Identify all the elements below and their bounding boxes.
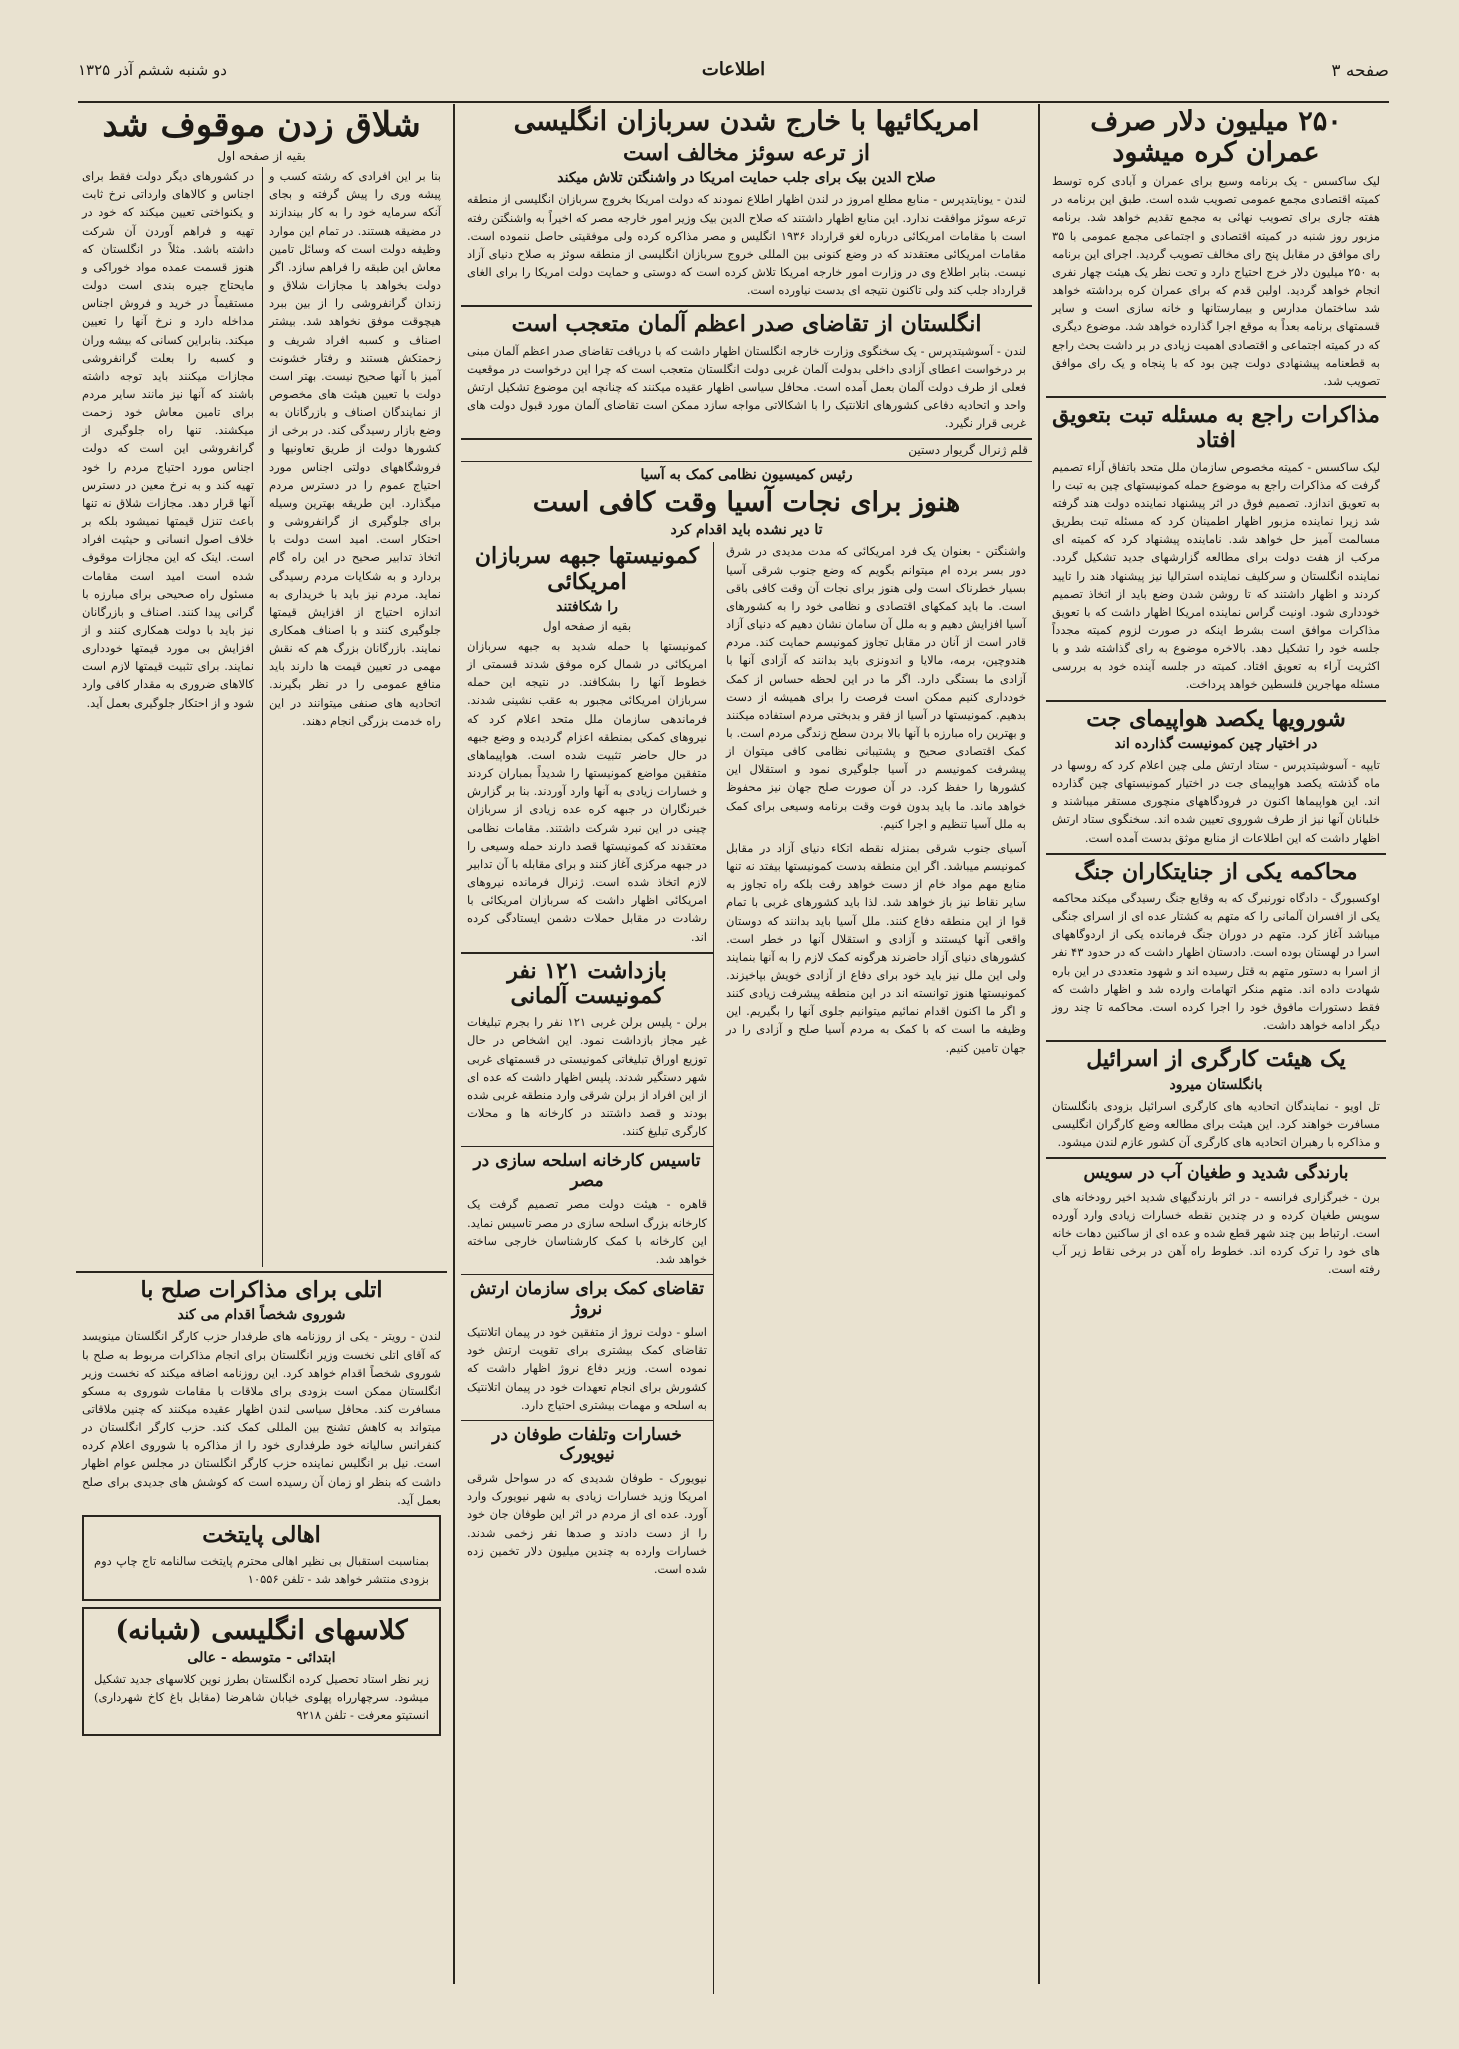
headline: امریکائیها با خارج شدن سربازان انگلیسی <box>513 106 980 137</box>
article-body: اوکسبورگ - دادگاه نورنبرگ که به وقایع جنگ رسیدگی میکند محاکمه یکی از افسران آلمانی را که متهم به کشتار عده ای از اسرای جنگی میباشد آغاز کرد. متهم در دوران جنگ فرمانده یکی از اردوگاههای اسرا در لهستان بوده است. دادستان اظهار داشت که در حدود ۴۳ نفر از اسرا به دستور متهم به قتل رسیده اند و شهود متعددی در این باره شهادت داده اند. متهم منکر اتهامات وارده شد و اظهار داشت که فقط دستورات مافوق خود را اجرا کرده است. محاکمه تا چند روز دیگر ادامه خواهد داشت. <box>1052 890 1380 1033</box>
body-col-right <box>263 167 447 1267</box>
article-body: لندن - یونایتدپرس - منابع مطلع امروز در لندن اظهار اطلاع نمودند که دولت امریکا بخروج سربازان انگلیسی از منطقه ترعه سوئز موافقت ندارد. این منابع اظهار داشتند که صلاح الدین بیک وزیر امور خارجه مصر که اخیراً به واشنگتن رفته است با مقامات امریکائی درباره لغو قرارداد ۱۹۳۶ انگلیس و مصر مذاکره کرده ولی موفقیتی حاصل ننموده است. مقامات امریکائی معتقدند که در وضع کنونی بین المللی خروج سربازان انگلیسی از منطقه سوئز به صلاح دنیای آزاد نیست. بنابر اطلاع وی در وزارت امور خارجه امریکا تلاش کرده است که دوستی و حمایت دولت امریکا را برای الغای قرارداد جلب کند ولی تاکنون نتیجه ای بدست نیاورده است. <box>467 192 1026 298</box>
right-column <box>1046 104 1386 1994</box>
ad-subheadline: ابتدائی - متوسطه - عالی <box>187 1649 336 1666</box>
article-israel-labor-delegation <box>1046 1040 1386 1151</box>
headline: تاسیس کارخانه اسلحه سازی در مصر <box>473 1151 701 1191</box>
article-asia-feature <box>461 461 1032 538</box>
body-col-left <box>76 167 260 1267</box>
issue-date: دو شنبه ششم آذر ۱۳۲۵ <box>78 61 227 79</box>
article-body: تل اویو - نمایندگان اتحادیه های کارگری اسرائیل بزودی بانگلستان مسافرت خواهند کرد. این هیئت برای مطالعه وضع کارگران انگلیسی و مذاکره با رهبران اتحادیه های کارگری آن کشور عازم لندن میشود. <box>1052 1098 1380 1149</box>
inner-divider <box>713 542 714 1994</box>
article-berlin-arrests <box>461 952 713 1141</box>
subheadline: را شکافتند <box>556 599 618 615</box>
center-lower-left <box>461 542 713 1994</box>
article-body: قاهره - هیئت دولت مصر تصمیم گرفت یک کارخانه بزرگ اسلحه سازی در مصر تاسیس نماید. این کارخانه با کمک کارشناسان خارجی ساخته خواهد شد. <box>467 1197 707 1266</box>
article-norway-army <box>461 1274 713 1414</box>
ad-body: زیر نظر استاد تحصیل کرده انگلستان بطرز نوین کلاسهای جدید تشکیل میشود. سرچهارراه پهلوی خیابان شاهرضا (مقابل باغ کاخ شهرداری) انستیتو معرفت - تلفن ۹۲۱۸ <box>94 1671 429 1722</box>
headline: بارندگی شدید و طغیان آب در سویس <box>1083 1162 1349 1183</box>
article-attlee-peace-talks <box>76 1271 447 1509</box>
headline: مذاکرات راجع به مسئله تبت بتعویق افتاد <box>1052 401 1380 454</box>
kicker: رئیس کمیسیون نظامی کمک به آسیا <box>640 467 853 484</box>
article-tibet-talks <box>1046 396 1386 694</box>
article-body: اسلو - دولت نروژ از متفقین خود در پیمان اتلانتیک تقاضای کمک بیشتری برای تقویت ارتش خود نموده است. وزیر دفاع نروژ اظهار داشت که کشورش برای انجام تعهدات خود در پیمان اتلانتیک به اسلحه و مهمات بیشتری احتیاج دارد. <box>467 1325 707 1412</box>
article-body: بنا بر این افرادی که رشته کسب و پیشه وری را پیش گرفته و بجای آنکه سرمایه خود را به کار بیندازند در مضیقه هستند. در تمام این موارد وظیفه دولت است که وسائل تامین معاش این طبقه را فراهم سازد. اگر دولت بخواهد با مجازات شلاق و زندان گرانفروشی را از بین ببرد هیچوقت موفق نخواهد شد. بیشتر اصناف و کسبه افراد شریف و زحمتکش هستند و رفتار خشونت آمیز با آنها صحیح نیست. بهتر است دولت با تعیین هیئت های مخصوص از نمایندگان اصناف و بازرگانان به وضع بازار رسیدگی کند. در برخی از کشورها دولت از طریق تعاونیها و فروشگاههای دولتی اجناس مورد احتیاج عموم را در دسترس مردم میگذارد. این طریقه بهترین وسیله برای جلوگیری از گرانفروشی و احتکار است. امید است دولت با اتخاذ تدابیر صحیح در این راه گام بردارد و به شکایات مردم رسیدگی نماید. مردم نیز باید با خریداری به اندازه احتیاج از افزایش قیمتها جلوگیری کنند و با اصناف همکاری نمایند. بازرگانان بزرگ هم که نقش مهمی در تعیین قیمت ها دارند باید منافع عمومی را در نظر بگیرند. اتحادیه های صنفی میتوانند در این راه خدمت بزرگی انجام دهند. <box>269 169 441 728</box>
ad-capital-residents <box>82 1515 441 1601</box>
two-col-body <box>76 167 447 1267</box>
left-column <box>76 104 447 1994</box>
article-suez <box>461 106 1032 299</box>
article-body: برلن - پلیس برلن غربی ۱۲۱ نفر را بجرم تبلیغات غیر مجاز بازداشت نمود. این اشخاص در حال توزیع اوراق تبلیغاتی کمونیستی در قسمتهای غربی شهر دستگیر شدند. پلیس اظهار داشت که عده ای از این افراد از برلن شرقی وارد منطقه غربی شده بودند و قصد داشتند در کارخانه ها و محلات کارگری تبلیغ کنند. <box>467 1015 707 1139</box>
headline: خسارات وتلفات طوفان در نیویورک <box>492 1424 682 1465</box>
article-body: تایپه - آسوشیتدپرس - ستاد ارتش ملی چین اعلام کرد که روسها در ماه گذشته یکصد هواپیمای جت در اختیار کمونیستهای چین گذارده اند. این هواپیماها اکنون در فرودگاههای منچوری مستقر میباشند و خلبانان آنها نیز از طرف شوروی تعیین شده اند. سخنگوی ستاد ارتش اظهار داشت که این اطلاعات از منابع موثق بدست آمده است. <box>1052 757 1380 845</box>
newspaper-name: اطلاعات <box>701 59 766 80</box>
feature-body-continued: آسیای جنوب شرقی بمنزله نقطه اتکاء دنیای آزاد در مقابل کمونیسم میباشد. اگر این منطقه بدست کمونیستها بیفتد نه تنها منابع مهم مواد خام از دست خواهد رفت بلکه راه تجاوز به سایر نقاط نیز باز خواهد شد. لذا باید کشورهای غربی با تمام قوا از این منطقه دفاع کنند. ملل آسیا باید بدانند که دوستان واقعی آنها کیستند و آزادی و استقلال آنها در خطر است. کشورهای دنیای آزاد حاضرند هرگونه کمک لازم را به آنها بنمایند ولی این ملل نیز باید خود برای دفاع از آزادی خویش بپاخیزند. کمونیستها هنوز توانسته اند در این منطقه پیشرفت زیادی کنند و اگر ما اکنون اقدام نمائیم میتوانیم جلوی آنها را بگیریم. این وظیفه ما است که با کمک به مردم آسیا صلح و آزادی را در جهان تامین کنیم. <box>726 840 1026 1055</box>
masthead <box>78 55 1389 103</box>
center-lower-split <box>461 542 1032 1994</box>
article-body: کمونیستها با حمله شدید به جبهه سربازان امریکائی در شمال کره موفق شدند قسمتی از خطوط آنها را بشکافند. در نتیجه این حمله سربازان امریکائی مجبور به عقب نشینی شدند. فرماندهی سازمان ملل متحد اعلام کرد که نیروهای کمکی بمنطقه اعزام گردیده و وضع جبهه در حال حاضر تثبیت شده است. هواپیماهای متفقین مواضع کمونیستها را شدیداً بمباران کردند و خسارات زیادی به آنها وارد آوردند. بنا بر گزارش خبرنگاران در جبهه کره عده زیادی از سربازان چینی در این نبرد شرکت داشتند. مقامات نظامی معتقدند که کمونیستها قصد دارند حمله وسیعی را در جبهه مرکزی آغاز کنند و برای مقابله با آن تدابیر لازم اتخاذ شده است. ژنرال فرمانده نیروهای امریکائی اظهار داشت که سربازان امریکائی با رشادت در مقابل حملات دشمن ایستادگی کرده اند. <box>467 639 707 944</box>
kicker: بقیه از صفحه اول <box>217 149 306 164</box>
article-body: لندن - رویتر - یکی از روزنامه های طرفدار حزب کارگر انگلستان مینویسد که آقای اتلی نخست وزیر انگلستان برای انجام مذاکرات مربوط به صلح با شوروی شخصاً اقدام خواهد کرد. این روزنامه اضافه میکند که نخست وزیر انگلستان ممکن است بزودی برای ملاقات با مقامات شوروی به مسکو مسافرت کند. محافل سیاسی لندن اظهار عقیده میکنند که چنین ملاقاتی میتواند به کاهش تشنج بین المللی کمک کند. حزب کارگر انگلستان در کنفرانس سالیانه خود طرفداری خود را از مذاکره با شوروی اعلام کرده است. نیل بر انگلیس نماینده حزب کارگر انگلستان در مجلس عوام اظهار داشت که بنظر او زمان آن رسیده است که کوشش های جدیدی برای صلح بعمل آید. <box>82 1329 441 1507</box>
article-body: در کشورهای دیگر دولت فقط برای اجناس و کالاهای وارداتی نرخ ثابت و یکنواختی تعیین میکند که خود در تهیه و فراهم آوردن آن شرکت داشته باشد. مثلاً در انگلستان که هنوز قسمت عمده مواد خوراکی و مایحتاج جیره بندی است دولت مستقیماً در خرید و فروش اجناس مداخله دارد و نرخ آنها را تعیین میکند. بنابراین کسانی که بیشه وران و کسبه را بعلت گرانفروشی مجازات میکنند باید توجه داشته باشند که آنها نیز مانند سایر مردم برای تامین معاش خود زحمت میکشند. تنها راه جلوگیری از گرانفروشی این است که دولت اجناس مورد احتیاج مردم را خود تهیه کند و به نرخ معین در دسترس آنها قرار دهد. مجازات شلاق نه تنها باعث تنزل قیمتها نمیشود بلکه بر خلاف اصول انسانی و حیثیت افراد است. اینک که این مجازات موقوف شده است امید است مقامات مسئول راه صحیحی برای مبارزه با گرانی پیدا کنند. اصناف و بازرگانان نیز باید با دولت همکاری کنند و از افزایش بی مورد قیمتها خودداری نمایند. برای تثبیت قیمتها لازم است کالاهای ضروری به مقدار کافی وارد شود و از احتکار جلوگیری بعمل آید. <box>82 169 254 710</box>
headline: هنوز برای نجات آسیا وقت کافی است <box>532 487 961 519</box>
byline-bar <box>461 438 1032 457</box>
column-divider-left <box>453 104 455 1984</box>
article-soviet-jets <box>1046 700 1386 847</box>
article-korea-reconstruction <box>1046 106 1386 390</box>
subheadline: از ترعه سوئز مخالف است <box>623 140 870 167</box>
article-korea-front <box>461 544 713 945</box>
article-germany-chancellor <box>461 305 1032 432</box>
kicker: بقیه از صفحه اول <box>542 619 632 633</box>
headline: اتلی برای مذاکرات صلح با <box>140 1277 383 1304</box>
page-number: صفحه ۳ <box>1331 61 1389 81</box>
subheadline: در اختیار چین کمونیست گذارده اند <box>1114 735 1318 752</box>
feature-body: واشنگتن - بعنوان یک فرد امریکائی که مدت مدیدی در شرق دور بسر برده ام میتوانم بگویم که وضع جنوب شرقی آسیا بسیار خطرناک است ولی هنوز برای نجات آن وقت کافی باقی است. ما باید کمکهای اقتصادی و نظامی خود را به کشورهای آسیا افزایش دهیم و به ملل آن سامان نشان دهیم که دنیای آزاد قادر است از آنان در مقابل تجاوز کمونیسم حمایت کند. مردم هندوچین، برمه، مالایا و اندونزی باید بدانند که آزادی آنها با آزادی ما بستگی دارد. اگر ما در این لحظه حساس از کمک خودداری کنیم ممکن است فرصت را برای همیشه از دست بدهیم. کمونیستها در آسیا از فقر و بدبختی مردم استفاده میکنند و بهترین راه مبارزه با آنها بالا بردن سطح زندگی مردم است. با کمک اقتصادی صحیح و پشتیبانی نظامی کافی میتوان از پیشرفت کمونیسم در آسیا جلوگیری نمود و استقلال این کشورها را حفظ کرد. در آن صورت صلح جهان نیز محفوظ خواهد ماند. ما باید بدون فوت وقت برنامه وسیعی برای کمک به ملل آسیا تنظیم و اجرا کنیم. <box>726 544 1026 831</box>
headline: کمونیستها جبهه سربازان امریکائی <box>474 543 700 595</box>
center-column <box>461 104 1032 1994</box>
byline: قلم ژنرال گریوار دستین <box>908 443 1028 458</box>
article-ny-storm <box>461 1420 713 1578</box>
column-divider-right <box>1038 104 1040 1984</box>
ad-headline: اهالی پایتخت <box>202 1521 321 1548</box>
headline: شلاق زدن موقوف شد <box>102 105 421 145</box>
article-body: نیویورک - طوفان شدیدی که در سواحل شرقی امریکا وزید خسارات زیادی به شهر نیویورک وارد آورد. عده ای از مردم در اثر این طوفان جان خود را از دست دادند و صدها نفر زخمی شدند. خسارات وارده به چندین میلیون دلار تخمین زده شده است. <box>467 1471 707 1576</box>
article-body: لیک ساکسس - کمیته مخصوص سازمان ملل متحد باتفاق آراء تصمیم گرفت که مذاکرات راجع به موضوع حمله کمونیستهای چین به تبت را به تعویق اندازد. تصمیم فوق در اثر پیشنهاد نماینده دولت هند گرفته شد زیرا نماینده مزبور اظهار اطمینان کرد که مسئله تبت بطریق مسالمت آمیز حل خواهد شد. ناماینده پیشنهاد کرد که کمیته ای مرکب از هفت دولت برای مطالعه گزارشهای جدید تشکیل گردد. نماینده انگلستان و سرکلیف نماینده استرالیا نیز پیشنهاد هند را تایید کردند و اظهار داشتند که تا روشن شدن وضع باید از اتخاذ تصمیم خودداری شود. اونیت گراس نماینده امریکا اظهار داشت که با تعویق مذاکرات موافق است بشرط اینکه در صورت لزوم کمیته مجدداً جلسه خود را تشکیل دهد. بالاخره موضوع به رای گذاشته شد و با اکثریت آراء به تعویق افتاد. کمیته در جلسه آینده خود به بررسی مسئله مهاجرین فلسطین خواهد پرداخت. <box>1052 459 1380 692</box>
ad-body: بمناسبت استقبال بی نظیر اهالی محترم پایتخت سالنامه تاج چاپ دوم بزودی منتشر خواهد شد - تلفن ۱۰۵۵۶ <box>94 1554 429 1587</box>
center-lower-right <box>720 542 1032 1994</box>
headline: یک هیئت کارگری از اسرائیل <box>1086 1046 1346 1073</box>
article-body: لیک ساکسس - یک برنامه وسیع برای عمران و آبادی کره توسط کمیته اقتصادی مجمع عمومی تصویب شده است. طبق این برنامه در هفته جاری برای تصویب نهائی به مجمع تقدیم خواهد شد. برنامه مزبور روز شنبه در کمیته اقتصادی و اجتماعی مجمع عمومی با ۳۵ رای موافق در مقابل پنج رای مخالف تصویب گردید. اجرای این برنامه به ۲۵۰ میلیون دلار خرج احتیاج دارد و تحت نظر یک هیئت چهار نفری انجام خواهد گردید. اولین قدم که برای عمران کره برداشته خواهد شد ساختمان مدارس و بیمارستانها و خانه سازی است و سایر قسمتهای برنامه بعداً به موقع اجرا گذارده خواهد شد. موضوع دیگری که در کمیته اجتماعی و اقتصادی اهمیت زیادی در بر داشت بحث راجع به قطعنامه پیشنهادی دولت چین بود که با پنجاه و یک رای موافق تصویب شد. <box>1052 174 1380 388</box>
headline: ۲۵۰ میلیون دلار صرف عمران کره میشود <box>1090 106 1342 169</box>
kicker: صلاح الدین بیک برای جلب حمایت امریکا در واشنگتن تلاش میکند <box>557 170 936 187</box>
article-swiss-floods <box>1046 1157 1386 1278</box>
headline: انگلستان از تقاضای صدر اعظم آلمان متعجب است <box>511 311 982 338</box>
article-body: لندن - آسوشیتدپرس - یک سخنگوی وزارت خارجه انگلستان اظهار داشت که با دریافت تقاضای صدر اعظم آلمان مبنی بر درخواست اعطای آزادی داخلی بدولت آلمان غربی دولت انگلستان متعجب است که چرا این درخواست در موقعیت فعلی از طرف دولت آلمان بعمل آمده است. محافل سیاسی اظهار عقیده میکنند که چنانچه این موضوع تشکیل ارتش واحد و اتحادیه دفاعی کشورهای اتلانتیک را با اشکالاتی مواجه سازد ممکن است تقاضای آلمان مورد قبول دولت های غربی قرار نگیرد. <box>467 343 1026 431</box>
headline: تقاضای کمک برای سازمان ارتش نروژ <box>469 1279 705 1319</box>
ad-headline: کلاسهای انگلیسی (شبانه) <box>115 1614 408 1646</box>
article-body: برن - خبرگزاری فرانسه - در اثر بارندگیهای شدید اخیر رودخانه های سویس طغیان کرده و در چندین نقطه خسارات زیادی وارد آورده است. ارتباط بین چند شهر قطع شده و عده ای از ساکنین دهات خانه های خود را ترک کرده اند. خطوط راه آهن در برخی نقاط زیر آب رفته است. <box>1052 1189 1380 1277</box>
headline: شورویها یکصد هواپیمای جت <box>1086 705 1346 732</box>
headline: بازداشت ۱۲۱ نفر کمونیست آلمانی <box>507 957 667 1009</box>
subheadline: تا دیر نشده باید اقدام کرد <box>670 522 823 539</box>
article-egypt-arms-factory <box>461 1146 713 1268</box>
subheadline: بانگلستان میرود <box>1169 1076 1263 1093</box>
article-flogging-ended <box>76 106 447 1267</box>
article-war-crimes-trial <box>1046 853 1386 1035</box>
headline: محاکمه یکی از جنایتکاران جنگ <box>1074 858 1358 885</box>
ad-english-classes <box>82 1607 441 1737</box>
subheadline: شوروی شخصاً اقدام می کند <box>177 1307 346 1324</box>
